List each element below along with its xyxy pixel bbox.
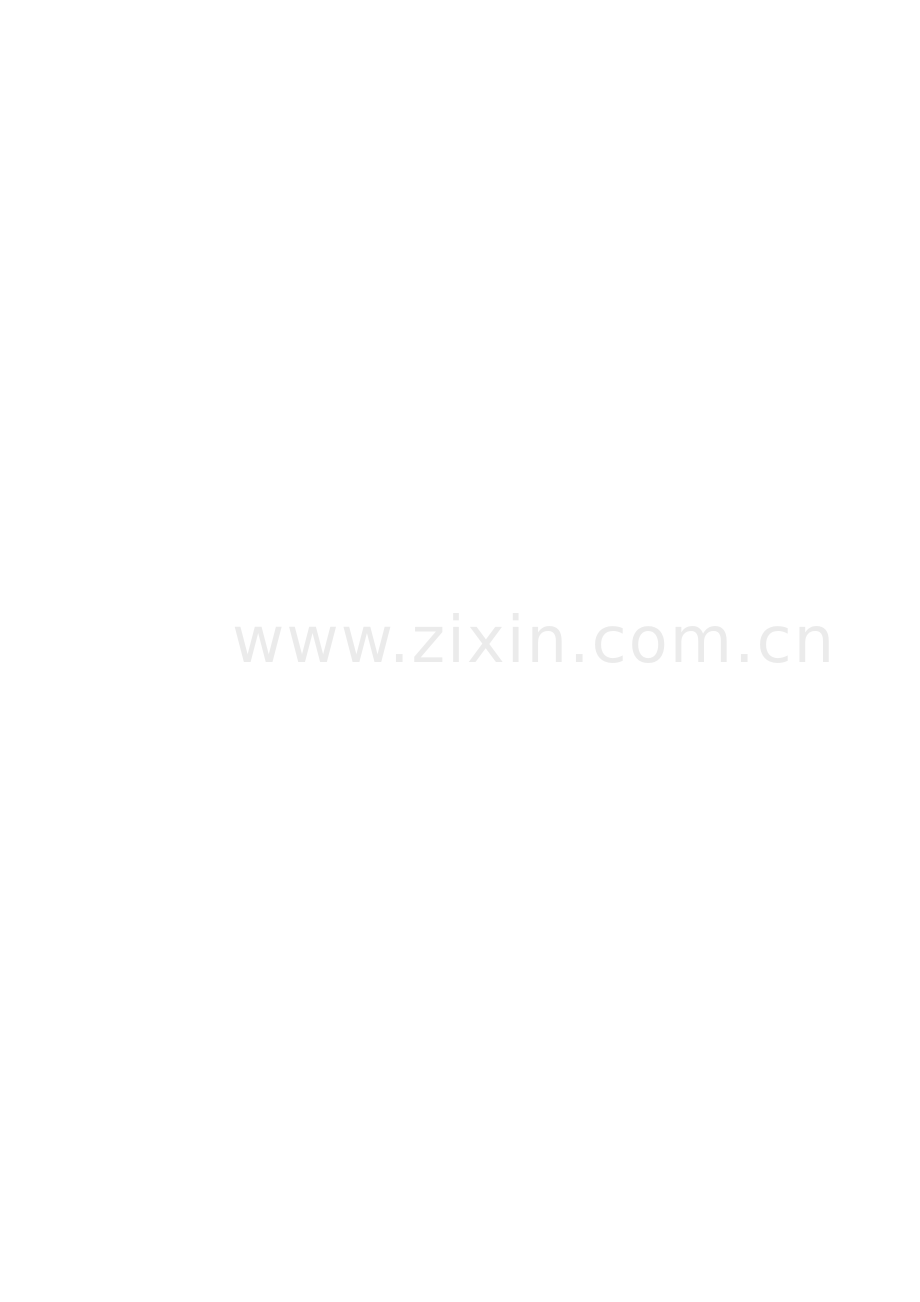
- document-body: [138, 118, 788, 136]
- watermark-text: www.zixin.com.cn: [232, 604, 837, 678]
